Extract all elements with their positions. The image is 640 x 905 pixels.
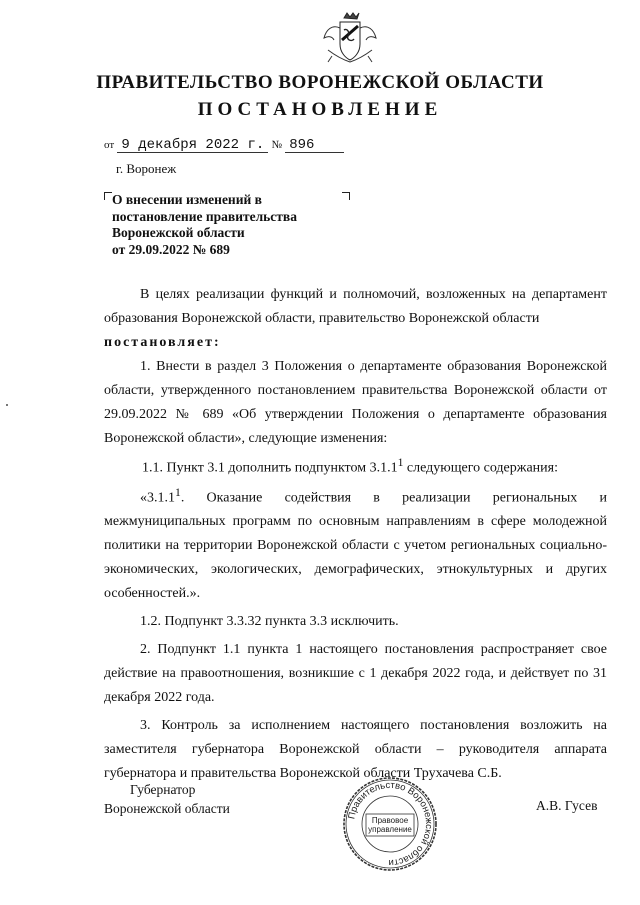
number-label: № (271, 139, 282, 151)
government-title: ПРАВИТЕЛЬСТВО ВОРОНЕЖСКОЙ ОБЛАСТИ (96, 72, 544, 93)
document-number: 896 (285, 138, 344, 153)
text: следующего содержания: (403, 460, 558, 476)
signer-title-line: Воронежской области (104, 801, 230, 816)
subject-line: от 29.09.2022 № 689 (112, 241, 230, 257)
signer-name: А.В. Гусев (536, 798, 598, 813)
coat-of-arms-emblem (318, 10, 382, 68)
subject-line: Воронежской области (112, 225, 245, 240)
paragraph-1: 1. Внести в раздел 3 Положения о департаменте образования Воронежской области, утвержденного постановлением правительства Воронежской области от 29.09.2022 № 689 «Об утверждении Положения о департаменте образования Воронежской области», следующие изменения: (104, 359, 607, 446)
from-label: от (104, 139, 115, 151)
paragraph-3: 3. Контроль за исполнением настоящего постановления возложить на заместителя губернатора Воронежской области – руководителя аппарата губернатора и правительства Воронежской области Трухачева С.Б. (104, 718, 607, 782)
paragraph-1-2: 1.2. Подпункт 3.3.32 пункта 3.3 исключить. (140, 614, 399, 630)
city: г. Воронеж (116, 161, 177, 176)
text: . Оказание содействия в реализации региональных и межмуниципальных программ по основным направлениям в сфере молодежной политики на территории Воронежской области с учетом региональных социально-экономических, экологических, демографических, этнокультурных и других особенностей.». (104, 490, 607, 602)
paragraph-2: 2. Подпункт 1.1 пункта 1 настоящего постановления распространяет свое действие на правоотношения, возникшие с 1 декабря 2022 года, и действует по 31 декабря 2022 года. (104, 642, 607, 706)
document-body (104, 283, 607, 786)
subject-line: О внесении изменений в (112, 192, 262, 207)
subject-bracket-right (342, 192, 350, 200)
stamp-center-line: управление (368, 825, 412, 834)
dateline (104, 136, 344, 153)
quoted-paragraph (104, 481, 607, 607)
subject-bracket-left (104, 192, 112, 200)
signer-title (104, 780, 230, 818)
stamp-center-line: Правовое (371, 816, 409, 825)
text: «3.1.1 (140, 490, 175, 506)
subject-line: постановление правительства (112, 208, 297, 224)
document-date: 9 декабря 2022 г. (117, 138, 268, 153)
subject-block (112, 192, 297, 258)
signer-title-line: Губернатор (130, 782, 196, 797)
paragraph-1-1 (104, 451, 607, 481)
resolves-word: постановляет: (104, 335, 221, 350)
document-type-title: ПОСТАНОВЛЕНИЕ (197, 99, 443, 120)
round-stamp (342, 776, 438, 872)
superscript: 1 (397, 456, 404, 469)
stamp-ring-text: Правительство Воронежской области (346, 779, 435, 869)
text: 1.1. Пункт 3.1 дополнить подпунктом 3.1.1 (142, 460, 398, 476)
intro-paragraph: В целях реализации функций и полномочий, возложенных на департамент образования Воронежской области, правительство Воронежской области (104, 287, 607, 326)
superscript: 1 (175, 485, 181, 499)
margin-mark (6, 404, 8, 406)
